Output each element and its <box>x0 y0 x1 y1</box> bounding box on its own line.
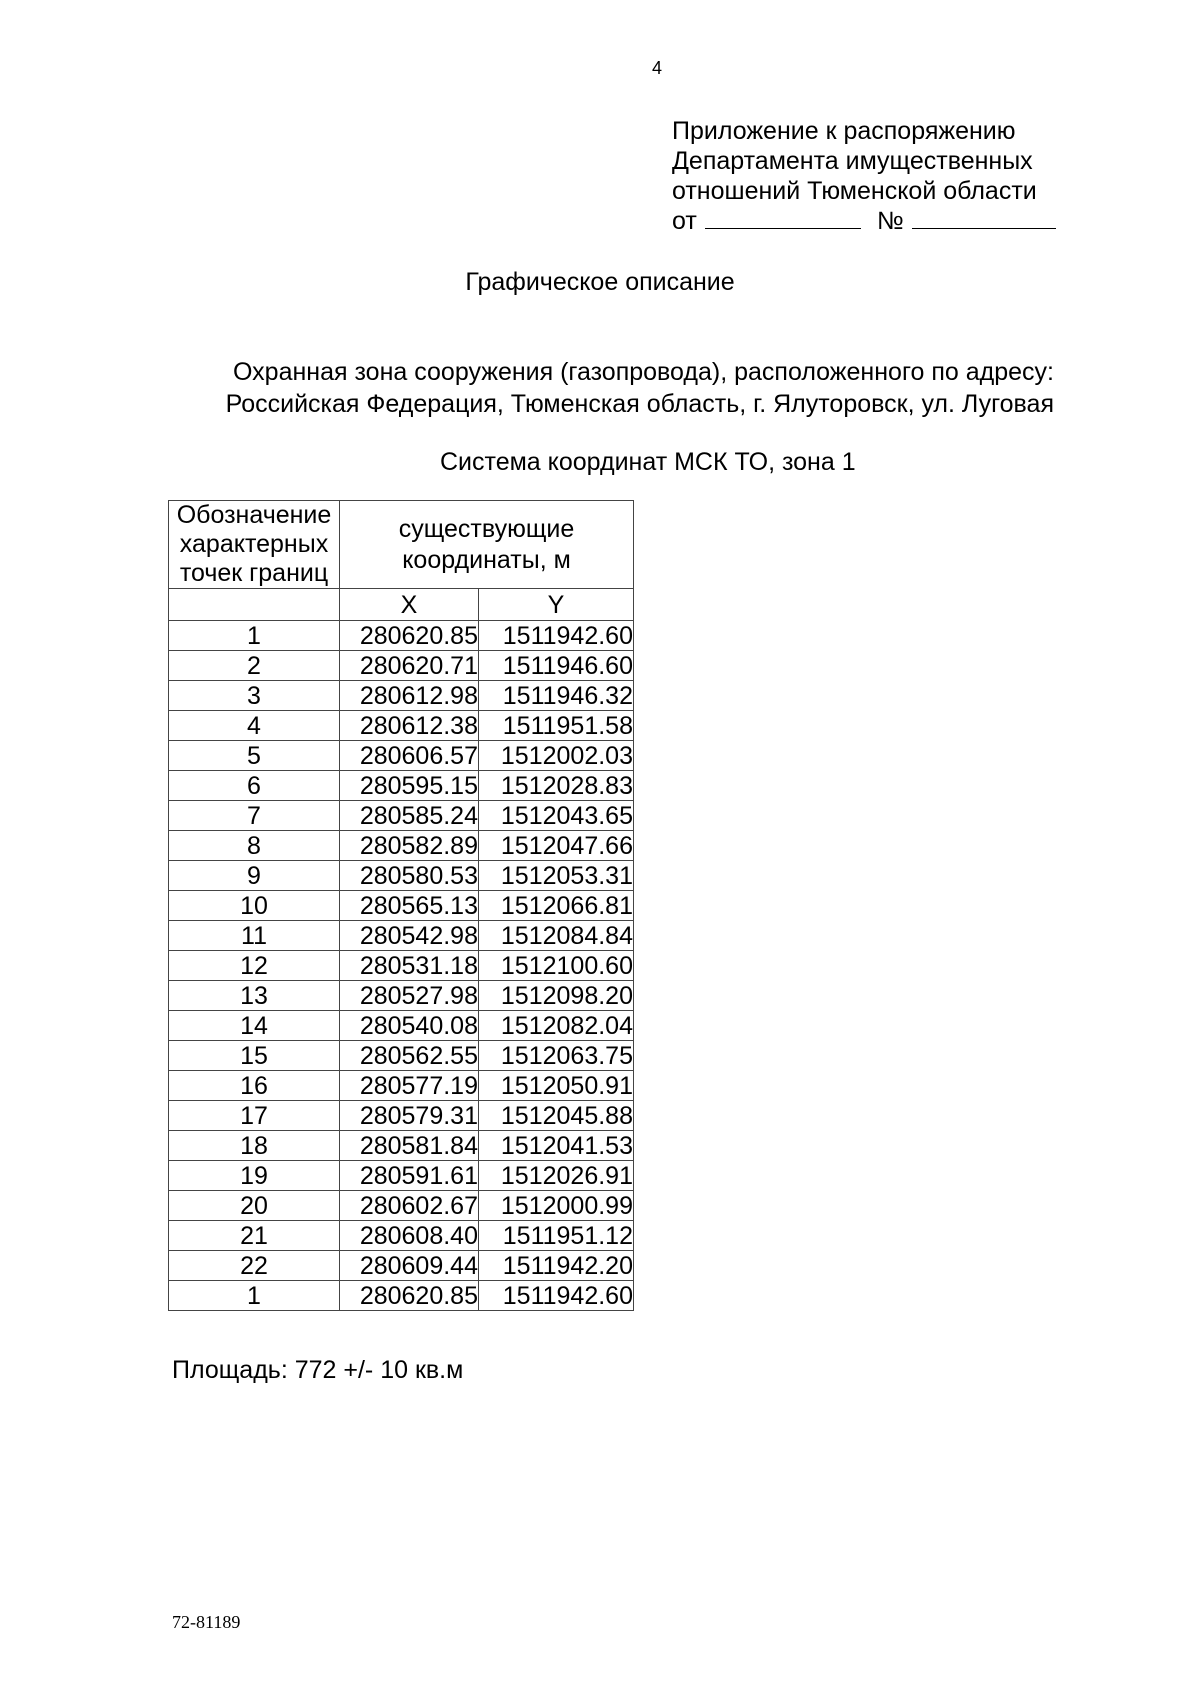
point-cell: 9 <box>169 861 340 891</box>
number-blank <box>912 206 1056 229</box>
y-cell: 1512098.20 <box>479 981 634 1011</box>
document-title: Графическое описание <box>465 268 735 296</box>
x-cell: 280577.19 <box>340 1071 479 1101</box>
appendix-line-2: Департамента имущественных <box>672 147 1033 175</box>
x-cell: 280620.71 <box>340 651 479 681</box>
point-cell: 1 <box>169 621 340 651</box>
x-cell: 280542.98 <box>340 921 479 951</box>
table-row <box>169 1071 634 1101</box>
page-number: 4 <box>652 58 663 78</box>
y-cell: 1511951.58 <box>479 711 634 741</box>
y-cell: 1512084.84 <box>479 921 634 951</box>
coordinates-rows <box>169 621 634 1311</box>
date-blank <box>705 206 861 229</box>
x-cell: 280609.44 <box>340 1251 479 1281</box>
y-cell: 1511946.60 <box>479 651 634 681</box>
y-cell: 1512026.91 <box>479 1161 634 1191</box>
x-cell: 280579.31 <box>340 1101 479 1131</box>
x-cell: 280620.85 <box>340 621 479 651</box>
point-cell: 7 <box>169 801 340 831</box>
y-cell: 1511942.20 <box>479 1251 634 1281</box>
point-cell: 17 <box>169 1101 340 1131</box>
table-row <box>169 1101 634 1131</box>
point-cell: 8 <box>169 831 340 861</box>
y-cell: 1511951.12 <box>479 1221 634 1251</box>
y-cell: 1512045.88 <box>479 1101 634 1131</box>
point-cell: 20 <box>169 1191 340 1221</box>
point-cell: 22 <box>169 1251 340 1281</box>
table-row <box>169 1281 634 1311</box>
point-cell: 13 <box>169 981 340 1011</box>
y-cell: 1512000.99 <box>479 1191 634 1221</box>
table-row <box>169 1161 634 1191</box>
x-cell: 280620.85 <box>340 1281 479 1311</box>
point-cell: 2 <box>169 651 340 681</box>
header-empty <box>169 589 340 621</box>
object-description <box>226 356 1054 420</box>
table-row <box>169 801 634 831</box>
point-cell: 1 <box>169 1281 340 1311</box>
appendix-block <box>672 116 1056 236</box>
header-points: Обозначение характерных точек границ <box>169 501 340 589</box>
y-cell: 1512041.53 <box>479 1131 634 1161</box>
y-cell: 1511946.32 <box>479 681 634 711</box>
y-cell: 1512002.03 <box>479 741 634 771</box>
x-cell: 280602.67 <box>340 1191 479 1221</box>
coordinate-system: Система координат МСК ТО, зона 1 <box>440 448 856 476</box>
table-row <box>169 651 634 681</box>
coordinates-table <box>168 500 634 1311</box>
table-row <box>169 1221 634 1251</box>
point-cell: 5 <box>169 741 340 771</box>
x-cell: 280527.98 <box>340 981 479 1011</box>
table-row <box>169 1011 634 1041</box>
x-cell: 280531.18 <box>340 951 479 981</box>
object-line-1: Охранная зона сооружения (газопровода), расположенного по адресу: <box>233 358 1054 386</box>
table-row <box>169 1131 634 1161</box>
y-cell: 1512028.83 <box>479 771 634 801</box>
object-line-2: Российская Федерация, Тюменская область, г. Ялуторовск, ул. Луговая <box>225 390 1054 418</box>
header-y: Y <box>479 589 634 621</box>
x-cell: 280608.40 <box>340 1221 479 1251</box>
area-text: Площадь: 772 +/- 10 кв.м <box>172 1356 464 1384</box>
point-cell: 11 <box>169 921 340 951</box>
y-cell: 1511942.60 <box>479 1281 634 1311</box>
header-coords: существующие координаты, м <box>340 501 634 589</box>
x-cell: 280612.38 <box>340 711 479 741</box>
x-cell: 280595.15 <box>340 771 479 801</box>
appendix-line-4 <box>672 206 1056 236</box>
table-row <box>169 681 634 711</box>
point-cell: 3 <box>169 681 340 711</box>
x-cell: 280612.98 <box>340 681 479 711</box>
appendix-line-1: Приложение к распоряжению <box>672 117 1016 145</box>
y-cell: 1512050.91 <box>479 1071 634 1101</box>
table-row <box>169 1191 634 1221</box>
x-cell: 280562.55 <box>340 1041 479 1071</box>
point-cell: 10 <box>169 891 340 921</box>
point-cell: 21 <box>169 1221 340 1251</box>
point-cell: 6 <box>169 771 340 801</box>
table-row <box>169 1251 634 1281</box>
table-row <box>169 621 634 651</box>
y-cell: 1512043.65 <box>479 801 634 831</box>
document-code: 72-81189 <box>172 1612 241 1632</box>
table-row <box>169 741 634 771</box>
header-x: X <box>340 589 479 621</box>
point-cell: 19 <box>169 1161 340 1191</box>
y-cell: 1512082.04 <box>479 1011 634 1041</box>
date-label: от <box>672 207 697 235</box>
y-cell: 1511942.60 <box>479 621 634 651</box>
table-row <box>169 981 634 1011</box>
point-cell: 18 <box>169 1131 340 1161</box>
appendix-line-3: отношений Тюменской области <box>672 177 1037 205</box>
table-row <box>169 771 634 801</box>
point-cell: 15 <box>169 1041 340 1071</box>
point-cell: 4 <box>169 711 340 741</box>
number-label: № <box>876 207 904 235</box>
table-row <box>169 951 634 981</box>
x-cell: 280591.61 <box>340 1161 479 1191</box>
x-cell: 280580.53 <box>340 861 479 891</box>
point-cell: 12 <box>169 951 340 981</box>
table-row <box>169 1041 634 1071</box>
x-cell: 280581.84 <box>340 1131 479 1161</box>
x-cell: 280565.13 <box>340 891 479 921</box>
x-cell: 280582.89 <box>340 831 479 861</box>
y-cell: 1512063.75 <box>479 1041 634 1071</box>
point-cell: 14 <box>169 1011 340 1041</box>
table-row <box>169 711 634 741</box>
table-row <box>169 921 634 951</box>
y-cell: 1512053.31 <box>479 861 634 891</box>
table-row <box>169 861 634 891</box>
y-cell: 1512100.60 <box>479 951 634 981</box>
table-row <box>169 831 634 861</box>
y-cell: 1512066.81 <box>479 891 634 921</box>
x-cell: 280540.08 <box>340 1011 479 1041</box>
x-cell: 280606.57 <box>340 741 479 771</box>
y-cell: 1512047.66 <box>479 831 634 861</box>
table-row <box>169 891 634 921</box>
x-cell: 280585.24 <box>340 801 479 831</box>
point-cell: 16 <box>169 1071 340 1101</box>
